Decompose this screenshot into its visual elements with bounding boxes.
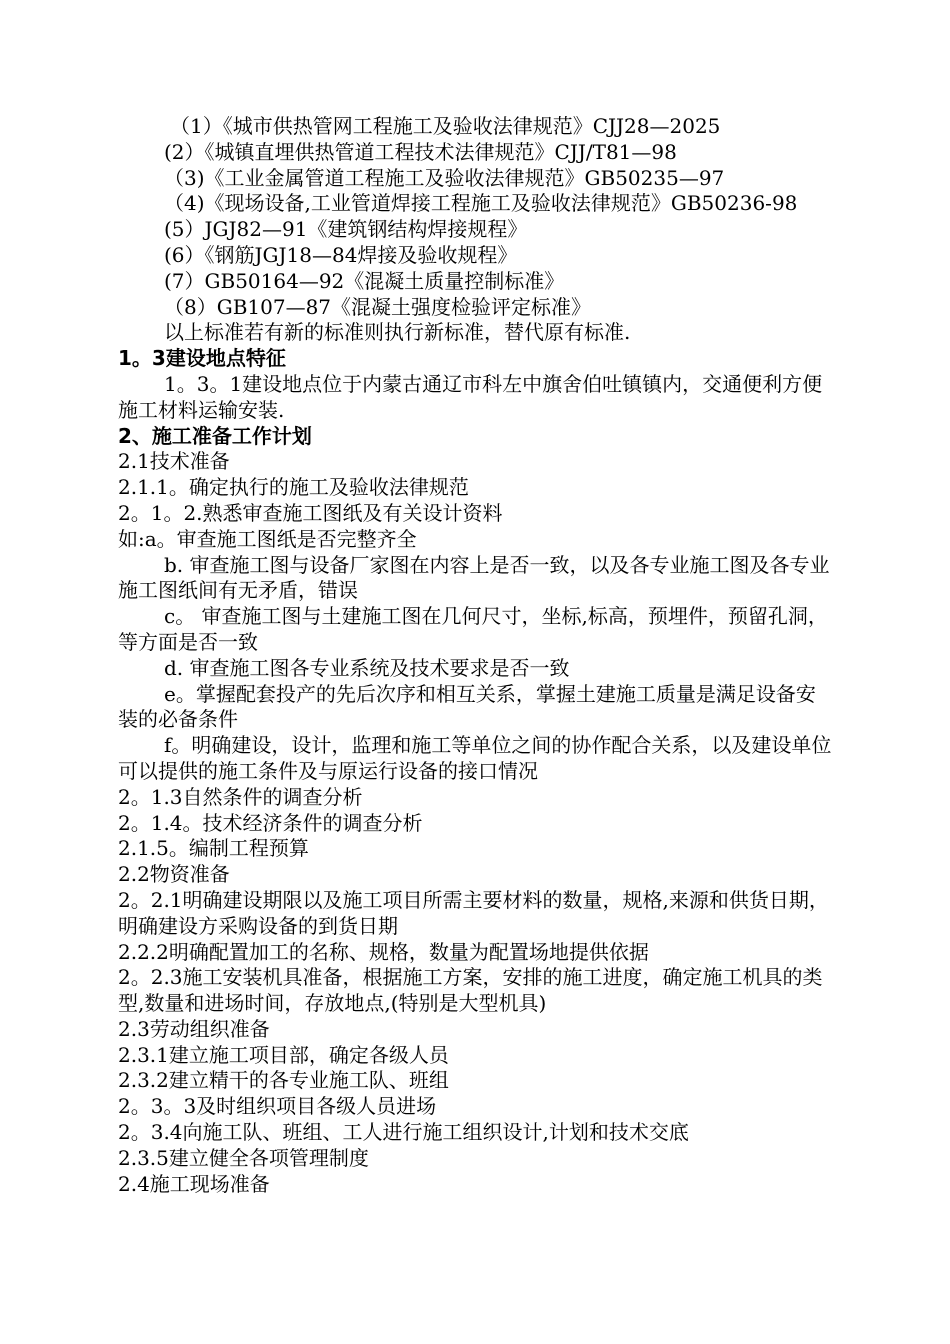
standard-item-5: (5）JGJ82—91《建筑钢结构焊接规程》 (164, 217, 528, 242)
heading-2-4: 2.4施工现场准备 (118, 1171, 270, 1196)
item-2-1-3: 2。1.3自然条件的调查分析 (118, 784, 363, 809)
standard-item-6: (6）《钢筋JGJ18—84焊接及验收规程》 (164, 242, 518, 267)
standard-item-2: (2）《城镇直埋供热管道工程技术法律规范》CJJ/T81—98 (164, 139, 677, 164)
item-2-1-1: 2.1.1。确定执行的施工及验收法律规范 (118, 475, 469, 500)
heading-2-3: 2.3劳动组织准备 (118, 1016, 270, 1041)
item-2-2-3: 2。2.3施工安装机具准备，根据施工方案，安排的施工进度，确定施工机具的类型,数量和进场时间，存放地点,(特别是大型机具) (118, 965, 823, 1016)
section-heading-1-3: 1。3建设地点特征 (118, 346, 286, 371)
item-2-1-5: 2.1.5。编制工程预算 (118, 836, 309, 861)
item-2-3-5: 2.3.5建立健全各项管理制度 (118, 1145, 369, 1170)
item-a: 如:a。审查施工图纸是否完整齐全 (118, 526, 417, 551)
item-2-1-2: 2。1。2.熟悉审查施工图纸及有关设计资料 (118, 500, 503, 525)
standard-item-4: （4)《现场设备,工业管道焊接工程施工及验收法律规范》GB50236-98 (164, 191, 798, 216)
item-2-3-3: 2。3。3及时组织项目各级人员进场 (118, 1094, 437, 1119)
paragraph-1-3-1: 1。3。1建设地点位于内蒙古通辽市科左中旗舍伯吐镇镇内，交通便利方便施工材料运输安装. (118, 371, 823, 422)
standard-item-7: (7）GB50164—92《混凝土质量控制标准》 (164, 268, 565, 293)
item-2-3-2: 2.3.2建立精干的各专业施工队、班组 (118, 1068, 449, 1093)
item-e: e。掌握配套投产的先后次序和相互关系，掌握土建施工质量是满足设备安装的必备条件 (118, 681, 816, 732)
standard-item-8: （8）GB107—87《混凝土强度检验评定标准》 (164, 294, 592, 319)
item-2-2-2: 2.2.2明确配置加工的名称、规格，数量为配置场地提供依据 (118, 939, 649, 964)
item-b: b. 审查施工图与设备厂家图在内容上是否一致，以及各专业施工图及各专业施工图纸间有无矛盾，错误 (118, 552, 830, 603)
item-2-2-1: 2。2.1明确建设期限以及施工项目所需主要材料的数量，规格,来源和供货日期，明确建设方采购设备的到货日期 (118, 887, 829, 938)
standard-item-3: （3)《工业金属管道工程施工及验收法律规范》GB50235—97 (164, 165, 725, 190)
heading-2-2: 2.2物资准备 (118, 862, 230, 887)
section-heading-2: 2、施工准备工作计划 (118, 423, 312, 448)
heading-2-1: 2.1技术准备 (118, 449, 230, 474)
item-d: d. 审查施工图各专业系统及技术要求是否一致 (164, 655, 570, 680)
item-c: c。 审查施工图与土建施工图在几何尺寸，坐标,标高，预埋件，预留孔洞，等方面是否一致 (118, 604, 828, 654)
item-2-3-1: 2.3.1建立施工项目部，确定各级人员 (118, 1042, 449, 1067)
standard-note: 以上标准若有新的标准则执行新标准，替代原有标准. (164, 320, 631, 345)
item-2-1-4: 2。1.4。技术经济条件的调查分析 (118, 810, 423, 835)
item-f: f。明确建设，设计，监理和施工等单位之间的协作配合关系，以及建设单位可以提供的施工条件及与原运行设备的接口情况 (118, 733, 832, 783)
standard-item-1: （1）《城市供热管网工程施工及验收法律规范》CJJ28—2025 (170, 114, 721, 138)
document-page (118, 114, 834, 1197)
item-2-3-4: 2。3.4向施工队、班组、工人进行施工组织设计,计划和技术交底 (118, 1120, 689, 1145)
